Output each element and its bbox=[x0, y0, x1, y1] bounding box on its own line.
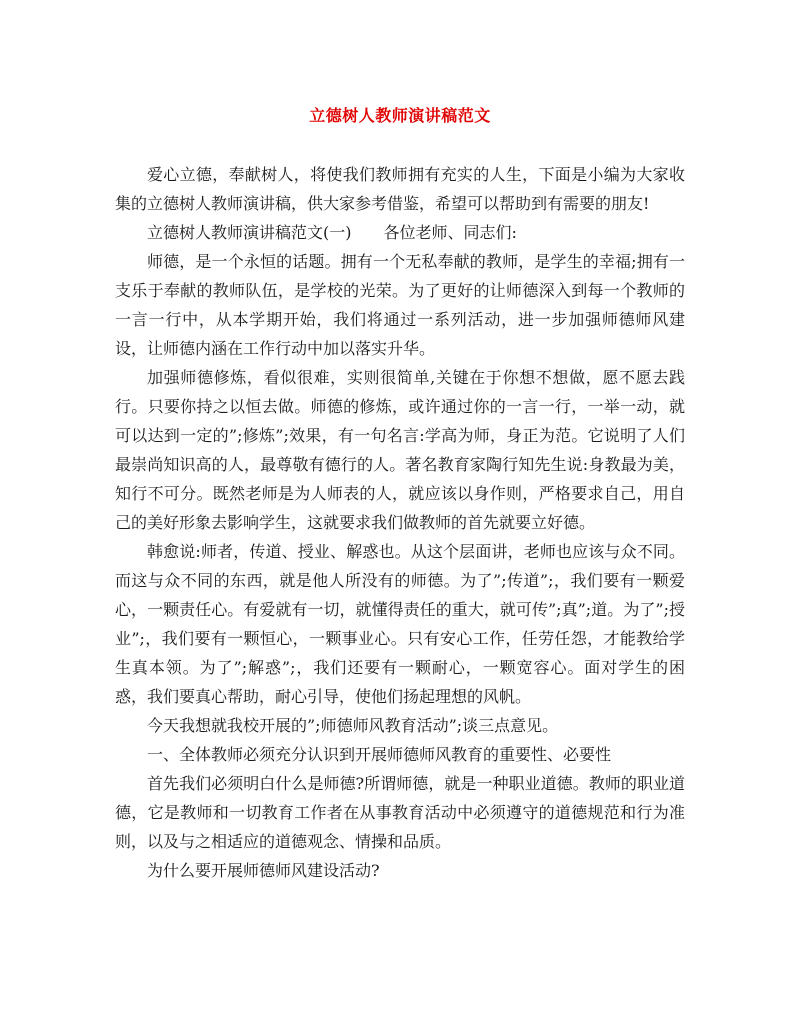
document-title: 立德树人教师演讲稿范文 bbox=[309, 106, 491, 125]
paragraph-shide-topic: 师德，是一个永恒的话题。拥有一个无私奉献的教师，是学生的幸福;拥有一支乐于奉献的教师队伍，是学校的光荣。为了更好的让师德深入到每一个教师的一言一行中，从本学期开始，我们将通过一系列活动，进一步加强师德师风建设，让师德内涵在工作行动中加以落实升华。 bbox=[115, 252, 685, 358]
paragraph-heading-greeting: 立德树人教师演讲稿范文(一) 各位老师、同志们: bbox=[147, 223, 517, 242]
paragraph-why-question: 为什么要开展师德师风建设活动? bbox=[147, 861, 380, 880]
paragraph-strengthen-morality: 加强师德修炼，看似很难，实则很简单,关键在于你想不想做，愿不愿去践行。只要你持之以恒去做。师德的修炼，或许通过你的一言一行，一举一动，就可以达到一定的”;修炼”;效果，有一句名言:学高为师，身正为范。它说明了人们最崇尚知识高的人，最尊敬有德行的人。著名教育家陶行知先生说:身教最为美，知行不可分。既然老师是为人师表的人，就应该以身作则，严格要求自己，用自己的美好形象去影响学生，这就要求我们做教师的首先就要立好德。 bbox=[115, 368, 685, 532]
paragraph-hanyu-quote: 韩愈说:师者，传道、授业、解惑也。从这个层面讲，老师也应该与众不同。而这与众不同的东西，就是他人所没有的师德。为了”;传道”;，我们要有一颗爱心，一颗责任心。有爱就有一切，就懂得责任的重大，就可传”;真”;道。为了”;授业”;，我们要有一颗恒心，一颗事业心。只有安心工作，任劳任怨，才能教给学生真本领。为了”;解惑”;，我们还要有一颗耐心，一颗宽容心。面对学生的困惑，我们要真心帮助，耐心引导，使他们扬起理想的风帆。 bbox=[115, 542, 685, 706]
paragraph-section-one-heading: 一、全体教师必须充分认识到开展师德师风教育的重要性、必要性 bbox=[147, 745, 612, 764]
paragraph-three-points: 今天我想就我校开展的”;师德师风教育活动”;谈三点意见。 bbox=[147, 716, 559, 735]
document-body bbox=[115, 160, 685, 885]
paragraph-intro: 爱心立德，奉献树人，将使我们教师拥有充实的人生，下面是小编为大家收集的立德树人教师演讲稿，供大家参考借鉴，希望可以帮助到有需要的朋友! bbox=[115, 165, 685, 213]
paragraph-what-is-shide: 首先我们必须明白什么是师德?所谓师德，就是一种职业道德。教师的职业道德，它是教师和一切教育工作者在从事教育活动中必须遵守的道德规范和行为准则，以及与之相适应的道德观念、情操和品质。 bbox=[115, 774, 685, 851]
